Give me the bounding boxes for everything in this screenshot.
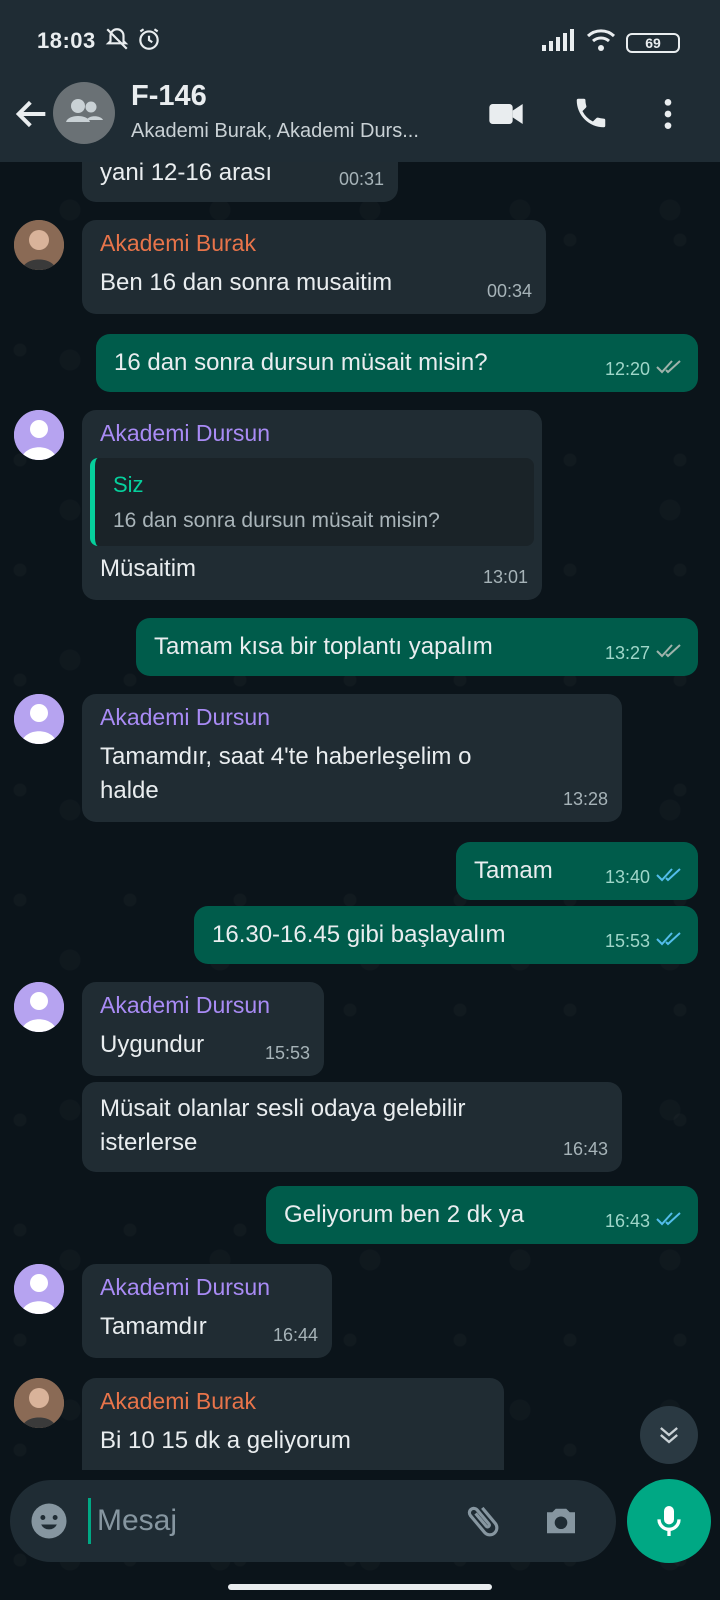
microphone-icon <box>649 1501 689 1546</box>
message-bubble[interactable] <box>82 694 622 822</box>
message-text-line: isterlerse <box>100 1129 198 1156</box>
message-time: 16:43 <box>562 1139 608 1159</box>
battery-icon: 69 <box>626 33 680 53</box>
voice-message-button[interactable] <box>627 1479 711 1563</box>
read-receipt-icon <box>656 1204 684 1238</box>
message-bubble[interactable] <box>194 906 698 964</box>
message-time: 15:53 <box>604 931 650 951</box>
sender-name: Akademi Dursun <box>100 420 271 446</box>
read-receipt-icon <box>656 636 684 670</box>
message-time: 13:28 <box>562 789 608 809</box>
message-input[interactable] <box>88 1498 448 1544</box>
message-bubble[interactable] <box>82 1378 504 1470</box>
avatar-akademi-dursun[interactable] <box>14 982 64 1032</box>
message-text-line: halde <box>100 777 159 804</box>
message-text: Geliyorum ben 2 dk ya <box>284 1201 525 1228</box>
sender-name: Akademi Burak <box>100 1388 256 1414</box>
message-text: Tamam kısa bir toplantı yapalım <box>154 633 493 660</box>
message-bubble[interactable] <box>82 1082 622 1172</box>
message-list[interactable] <box>0 162 720 1470</box>
message-time: 16:43 <box>604 1211 650 1231</box>
avatar-akademi-dursun[interactable] <box>14 410 64 460</box>
muted-bell-icon <box>104 26 130 58</box>
message-time: 00:31 <box>338 169 384 189</box>
read-receipt-icon <box>656 860 684 894</box>
status-bar <box>0 0 720 80</box>
message-text: Ben 16 dan sonra musaitim <box>100 269 393 296</box>
group-avatar[interactable] <box>53 82 115 144</box>
avatar-akademi-burak[interactable] <box>14 220 64 270</box>
message-text: Uygundur <box>100 1031 205 1058</box>
message-bubble[interactable] <box>456 842 698 900</box>
message-bubble[interactable] <box>82 410 542 600</box>
message-text: yani 12-16 arası <box>100 162 273 186</box>
message-text-line: Müsait olanlar sesli odaya gelebilir <box>100 1095 466 1122</box>
avatar-akademi-burak[interactable] <box>14 1378 64 1428</box>
sender-name: Akademi Dursun <box>100 704 271 730</box>
message-bubble[interactable] <box>82 982 324 1076</box>
message-time: 00:34 <box>486 281 532 301</box>
message-text: 16.30-16.45 gibi başlayalım <box>212 921 506 948</box>
message-text: Bi 10 15 dk a geliyorum <box>100 1427 351 1454</box>
read-receipt-icon <box>656 924 684 958</box>
message-time: 13:01 <box>482 567 528 587</box>
double-chevron-down-icon <box>655 1421 683 1454</box>
message-bubble[interactable] <box>82 1264 332 1358</box>
avatar-akademi-dursun[interactable] <box>14 694 64 744</box>
message-bubble[interactable] <box>136 618 698 676</box>
back-arrow-icon[interactable] <box>12 94 52 134</box>
attach-icon[interactable] <box>462 1500 504 1547</box>
sender-name: Akademi Dursun <box>100 1274 271 1300</box>
chat-participants[interactable]: Akademi Burak, Akademi Durs... <box>131 120 419 142</box>
message-bubble[interactable] <box>266 1186 698 1244</box>
chat-title[interactable]: F-146 <box>131 80 207 112</box>
message-time: 15:53 <box>264 1043 310 1063</box>
message-time: 13:40 <box>604 867 650 887</box>
signal-icon <box>542 29 576 57</box>
message-text: Tamamdır <box>100 1313 207 1340</box>
alarm-icon <box>136 26 162 58</box>
emoji-icon[interactable] <box>28 1500 70 1547</box>
status-time: 18:03 <box>37 28 96 53</box>
message-text: Müsaitim <box>100 555 197 582</box>
message-time: 12:20 <box>604 359 650 379</box>
video-call-icon[interactable] <box>486 94 526 134</box>
scroll-to-bottom-button[interactable] <box>640 1406 698 1464</box>
message-text: Tamam <box>474 857 553 884</box>
voice-call-icon[interactable] <box>572 94 612 134</box>
message-text-line: Tamamdır, saat 4'te haberleşelim o <box>100 743 472 770</box>
quote-text: 16 dan sonra dursun müsait misin? <box>113 509 440 532</box>
sender-name: Akademi Burak <box>100 230 256 256</box>
message-time: 16:44 <box>272 1325 318 1345</box>
read-receipt-icon <box>656 352 684 386</box>
message-bubble[interactable] <box>82 162 398 202</box>
more-options-icon[interactable] <box>648 94 688 134</box>
quote-author: Siz <box>113 472 144 497</box>
message-time: 13:27 <box>604 643 650 663</box>
home-indicator[interactable] <box>228 1584 492 1590</box>
camera-icon[interactable] <box>540 1500 582 1547</box>
message-composer <box>10 1480 616 1562</box>
message-bubble[interactable] <box>96 334 698 392</box>
avatar-akademi-dursun[interactable] <box>14 1264 64 1314</box>
quoted-message[interactable] <box>90 458 534 546</box>
sender-name: Akademi Dursun <box>100 992 271 1018</box>
message-text: 16 dan sonra dursun müsait misin? <box>114 349 488 376</box>
wifi-icon <box>586 28 616 58</box>
chat-header <box>0 80 720 162</box>
message-bubble[interactable] <box>82 220 546 314</box>
